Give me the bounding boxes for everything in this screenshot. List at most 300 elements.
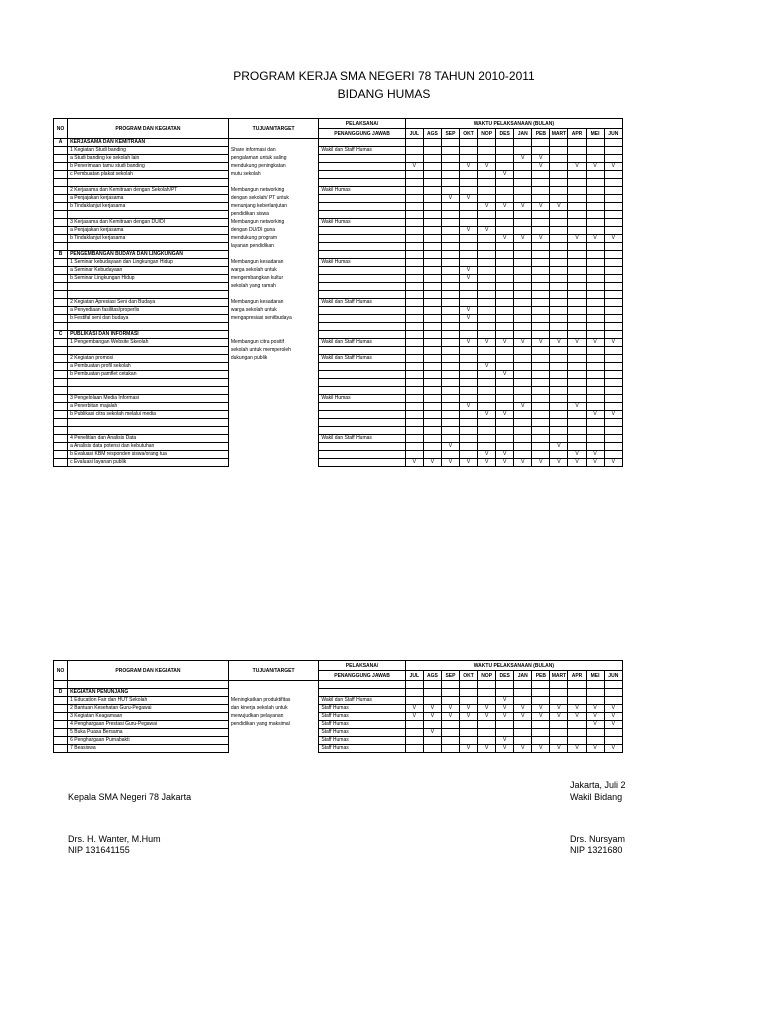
pelaksana-cell (319, 459, 405, 467)
tujuan-cell: dukungan publik (228, 355, 318, 363)
month-cell (496, 299, 514, 307)
pelaksana-cell: Wakil dan Staff Humas (319, 697, 405, 705)
month-cell (478, 235, 496, 243)
month-cell: V (532, 203, 550, 211)
month-cell (460, 179, 478, 187)
month-cell: V (586, 713, 604, 721)
month-cell (532, 243, 550, 251)
month-cell (568, 219, 586, 227)
month-cell (604, 363, 622, 371)
row-number (54, 147, 68, 155)
tujuan-cell: Membangun citra positif (228, 339, 318, 347)
month-cell (405, 387, 423, 395)
month-cell (405, 347, 423, 355)
table-row (54, 387, 623, 395)
program-cell: 5 Buka Puasa Bersama (68, 729, 229, 737)
header-month-okt: OKT (460, 671, 478, 681)
month-cell (405, 211, 423, 219)
signature-left-nip: NIP 131641155 (68, 845, 130, 855)
table-row (54, 427, 623, 435)
month-cell (478, 251, 496, 259)
month-cell (441, 171, 459, 179)
month-cell (478, 435, 496, 443)
month-cell: V (460, 315, 478, 323)
month-cell (550, 689, 568, 697)
row-number (54, 283, 68, 291)
month-cell (550, 235, 568, 243)
month-cell (550, 403, 568, 411)
month-cell (514, 299, 532, 307)
month-cell: V (441, 195, 459, 203)
month-cell (405, 395, 423, 403)
signature-place-date: Jakarta, Juli 2 (570, 780, 626, 790)
month-cell (532, 347, 550, 355)
program-cell: a Seminar Kebudayaan (68, 267, 229, 275)
program-cell: 2 Bantuan Kesehatan Guru-Pegawai (68, 705, 229, 713)
tujuan-cell (228, 459, 318, 467)
month-cell: V (441, 705, 459, 713)
month-cell (478, 355, 496, 363)
month-cell (478, 427, 496, 435)
signature-right-name: Drs. Nursyam (570, 834, 626, 844)
month-cell (586, 275, 604, 283)
month-cell (496, 163, 514, 171)
header-waktu: WAKTU PELAKSANAAN (BULAN) (405, 661, 622, 671)
month-cell (478, 219, 496, 227)
month-cell (478, 307, 496, 315)
month-cell (496, 315, 514, 323)
month-cell (441, 339, 459, 347)
row-number (54, 315, 68, 323)
row-number (54, 705, 68, 713)
month-cell (568, 697, 586, 705)
month-cell (441, 203, 459, 211)
pelaksana-cell (319, 347, 405, 355)
tujuan-cell: pendidikan yang maksimal (228, 721, 318, 729)
month-cell (478, 315, 496, 323)
program-cell: b Seminar Lingkungan Hidup (68, 275, 229, 283)
month-cell (550, 697, 568, 705)
row-number (54, 459, 68, 467)
tujuan-cell (228, 419, 318, 427)
program-cell: a Penjajakan kerjasama (68, 227, 229, 235)
month-cell: V (460, 745, 478, 753)
month-cell (532, 331, 550, 339)
month-cell (496, 195, 514, 203)
month-cell (550, 211, 568, 219)
month-cell (514, 347, 532, 355)
pelaksana-cell (319, 419, 405, 427)
month-cell (441, 681, 459, 689)
month-cell (532, 251, 550, 259)
tujuan-cell: Meningkatkan produktifitas (228, 697, 318, 705)
month-cell (441, 315, 459, 323)
month-cell: V (496, 745, 514, 753)
pelaksana-cell: Wakil dan Staff Humas (319, 299, 405, 307)
month-cell: V (460, 195, 478, 203)
program-cell: a Penyediaan fasilitas/properlis (68, 307, 229, 315)
month-cell (532, 315, 550, 323)
month-cell (514, 737, 532, 745)
month-cell (586, 147, 604, 155)
row-number (54, 163, 68, 171)
month-cell: V (550, 705, 568, 713)
tujuan-cell (228, 729, 318, 737)
pelaksana-cell (319, 307, 405, 315)
month-cell (586, 139, 604, 147)
table-row (54, 681, 623, 689)
month-cell (460, 347, 478, 355)
month-cell (478, 267, 496, 275)
pelaksana-cell (319, 275, 405, 283)
month-cell: V (514, 403, 532, 411)
month-cell (496, 355, 514, 363)
month-cell (405, 427, 423, 435)
table-row (54, 323, 623, 331)
month-cell (423, 211, 441, 219)
month-cell (405, 737, 423, 745)
month-cell (514, 227, 532, 235)
section-row (54, 689, 623, 697)
row-number (54, 171, 68, 179)
month-cell (568, 737, 586, 745)
row-number (54, 387, 68, 395)
header-tujuan: TUJUAN/TARGET (228, 661, 318, 681)
month-cell (568, 387, 586, 395)
month-cell (604, 147, 622, 155)
month-cell (568, 355, 586, 363)
month-cell (441, 267, 459, 275)
month-cell: V (478, 227, 496, 235)
table-row (54, 307, 623, 315)
month-cell (550, 729, 568, 737)
month-cell (405, 203, 423, 211)
table-row (54, 713, 623, 721)
row-number (54, 307, 68, 315)
month-cell (423, 299, 441, 307)
month-cell (550, 155, 568, 163)
month-cell (405, 697, 423, 705)
month-cell: V (496, 171, 514, 179)
month-cell (604, 171, 622, 179)
month-cell (405, 267, 423, 275)
header-month-jul: JUL (405, 129, 423, 139)
month-cell (478, 347, 496, 355)
month-cell (423, 195, 441, 203)
row-number (54, 275, 68, 283)
tujuan-cell (228, 427, 318, 435)
month-cell: V (460, 705, 478, 713)
pelaksana-cell (319, 689, 405, 697)
month-cell: V (586, 451, 604, 459)
month-cell (550, 259, 568, 267)
month-cell (460, 681, 478, 689)
month-cell (405, 291, 423, 299)
tujuan-cell (228, 387, 318, 395)
month-cell (550, 355, 568, 363)
month-cell (604, 267, 622, 275)
row-number (54, 713, 68, 721)
table-row (54, 705, 623, 713)
month-cell (441, 347, 459, 355)
row-number: C (54, 331, 68, 339)
month-cell (568, 427, 586, 435)
month-cell (550, 323, 568, 331)
month-cell (460, 395, 478, 403)
row-number (54, 347, 68, 355)
document-subtitle: BIDANG HUMAS (337, 87, 431, 101)
row-number (54, 379, 68, 387)
pelaksana-cell (319, 291, 405, 299)
month-cell (550, 363, 568, 371)
month-cell (586, 259, 604, 267)
month-cell (478, 299, 496, 307)
month-cell (423, 403, 441, 411)
pelaksana-cell (319, 171, 405, 179)
month-cell (478, 139, 496, 147)
table-row (54, 235, 623, 243)
month-cell (532, 379, 550, 387)
table-row (54, 697, 623, 705)
month-cell (423, 331, 441, 339)
month-cell (532, 283, 550, 291)
pelaksana-cell: Staff Humas (319, 705, 405, 713)
month-cell (405, 331, 423, 339)
program-cell: a Penerbitan majalah (68, 403, 229, 411)
month-cell (550, 139, 568, 147)
tujuan-cell (228, 681, 318, 689)
month-cell (514, 379, 532, 387)
month-cell (441, 139, 459, 147)
month-cell (405, 681, 423, 689)
month-cell (550, 283, 568, 291)
header-month-mart: MART (551, 130, 567, 137)
header-month-jun: JUN (604, 671, 622, 681)
header-row (54, 661, 623, 671)
pelaksana-cell: Staff Humas (319, 745, 405, 753)
pelaksana-cell (319, 427, 405, 435)
month-cell (478, 171, 496, 179)
month-cell (514, 171, 532, 179)
month-cell (478, 331, 496, 339)
table-row (54, 227, 623, 235)
month-cell: V (496, 451, 514, 459)
month-cell (586, 267, 604, 275)
month-cell (514, 363, 532, 371)
month-cell (496, 435, 514, 443)
month-cell: V (568, 713, 586, 721)
month-cell (604, 179, 622, 187)
month-cell (441, 689, 459, 697)
month-cell (496, 689, 514, 697)
month-cell (405, 355, 423, 363)
program-cell: KERJASAMA DAN KEMITRAAN (68, 139, 229, 147)
month-cell (496, 187, 514, 195)
month-cell (423, 681, 441, 689)
month-cell (568, 419, 586, 427)
month-cell (423, 347, 441, 355)
signature-left-role: Kepala SMA Negeri 78 Jakarta (68, 792, 192, 802)
month-cell (550, 419, 568, 427)
month-cell (478, 737, 496, 745)
month-cell: V (423, 713, 441, 721)
month-cell (405, 371, 423, 379)
month-cell (423, 291, 441, 299)
month-cell: V (586, 339, 604, 347)
month-cell (604, 419, 622, 427)
pelaksana-cell: Wakil Humas (319, 187, 405, 195)
program-cell: 2 Kegiatan promosi (68, 355, 229, 363)
month-cell (514, 243, 532, 251)
row-number (54, 443, 68, 451)
month-cell (423, 435, 441, 443)
month-cell (568, 267, 586, 275)
month-cell (405, 259, 423, 267)
month-cell (568, 275, 586, 283)
month-cell (550, 267, 568, 275)
table-row (54, 275, 623, 283)
month-cell (423, 697, 441, 705)
header-month-mei: MEI (586, 129, 604, 139)
month-cell (405, 195, 423, 203)
month-cell (568, 211, 586, 219)
pelaksana-cell (319, 379, 405, 387)
month-cell (568, 195, 586, 203)
header-pelaksana: PELAKSANA/ (319, 119, 405, 129)
row-number (54, 363, 68, 371)
header-program: PROGRAM DAN KEGIATAN (68, 119, 229, 139)
month-cell (586, 219, 604, 227)
month-cell (550, 681, 568, 689)
tujuan-cell: mengembangkan kultur (228, 275, 318, 283)
month-cell (586, 435, 604, 443)
month-cell (441, 219, 459, 227)
month-cell (423, 427, 441, 435)
month-cell (532, 275, 550, 283)
month-cell (405, 443, 423, 451)
month-cell: V (532, 745, 550, 753)
month-cell (460, 419, 478, 427)
month-cell (460, 155, 478, 163)
row-number (54, 259, 68, 267)
month-cell: V (460, 339, 478, 347)
month-cell: V (586, 721, 604, 729)
month-cell (441, 243, 459, 251)
month-cell: V (496, 371, 514, 379)
month-cell: V (405, 459, 423, 467)
month-cell (405, 283, 423, 291)
month-cell (604, 729, 622, 737)
row-number (54, 427, 68, 435)
month-cell (586, 307, 604, 315)
tujuan-cell (228, 371, 318, 379)
month-cell (405, 451, 423, 459)
month-cell (441, 419, 459, 427)
month-cell (496, 729, 514, 737)
month-cell (604, 315, 622, 323)
table-row (54, 459, 623, 467)
program-cell (68, 379, 229, 387)
month-cell (514, 435, 532, 443)
month-cell (514, 387, 532, 395)
month-cell (423, 227, 441, 235)
month-cell (604, 299, 622, 307)
month-cell (550, 147, 568, 155)
month-cell: V (514, 745, 532, 753)
month-cell (568, 443, 586, 451)
month-cell (514, 275, 532, 283)
month-cell (478, 681, 496, 689)
month-cell: V (532, 339, 550, 347)
month-cell (441, 235, 459, 243)
month-cell (423, 203, 441, 211)
month-cell (405, 275, 423, 283)
row-number (54, 195, 68, 203)
row-number (54, 235, 68, 243)
pelaksana-cell (319, 387, 405, 395)
month-cell (496, 395, 514, 403)
month-cell (550, 299, 568, 307)
program-cell: 3 Kerjasama dan Kemitraan dengan DU/DI (68, 219, 229, 227)
month-cell (496, 155, 514, 163)
program-cell: c Pembuatan plakat sekolah (68, 171, 229, 179)
table-row (54, 355, 623, 363)
month-cell (586, 243, 604, 251)
month-cell: V (586, 459, 604, 467)
month-cell: V (604, 459, 622, 467)
header-month-sep: SEP (441, 671, 459, 681)
month-cell (550, 347, 568, 355)
month-cell (586, 395, 604, 403)
month-cell (460, 387, 478, 395)
month-cell (405, 219, 423, 227)
month-cell (550, 291, 568, 299)
pelaksana-cell: Wakil Humas (319, 395, 405, 403)
program-cell: 2 Kegiatan Apresiasi Seni dan Budaya (68, 299, 229, 307)
table-row (54, 259, 623, 267)
month-cell: V (586, 705, 604, 713)
month-cell (423, 307, 441, 315)
program-cell: KEGIATAN PENUNJANG (68, 689, 229, 697)
month-cell (478, 283, 496, 291)
month-cell (405, 315, 423, 323)
month-cell (460, 211, 478, 219)
month-cell (496, 243, 514, 251)
month-cell (405, 419, 423, 427)
month-cell: V (496, 235, 514, 243)
month-cell (532, 267, 550, 275)
month-cell (532, 219, 550, 227)
month-cell (478, 395, 496, 403)
table-row (54, 339, 623, 347)
row-number (54, 411, 68, 419)
tujuan-cell (228, 411, 318, 419)
month-cell (496, 267, 514, 275)
pelaksana-cell (319, 163, 405, 171)
program-cell (68, 347, 229, 355)
month-cell (532, 187, 550, 195)
row-number (54, 243, 68, 251)
month-cell (550, 163, 568, 171)
tujuan-cell: pendidikan siswa (228, 211, 318, 219)
row-number (54, 435, 68, 443)
row-number (54, 339, 68, 347)
month-cell (568, 435, 586, 443)
month-cell: V (532, 713, 550, 721)
table-row (54, 219, 623, 227)
month-cell (532, 171, 550, 179)
month-cell: V (478, 339, 496, 347)
